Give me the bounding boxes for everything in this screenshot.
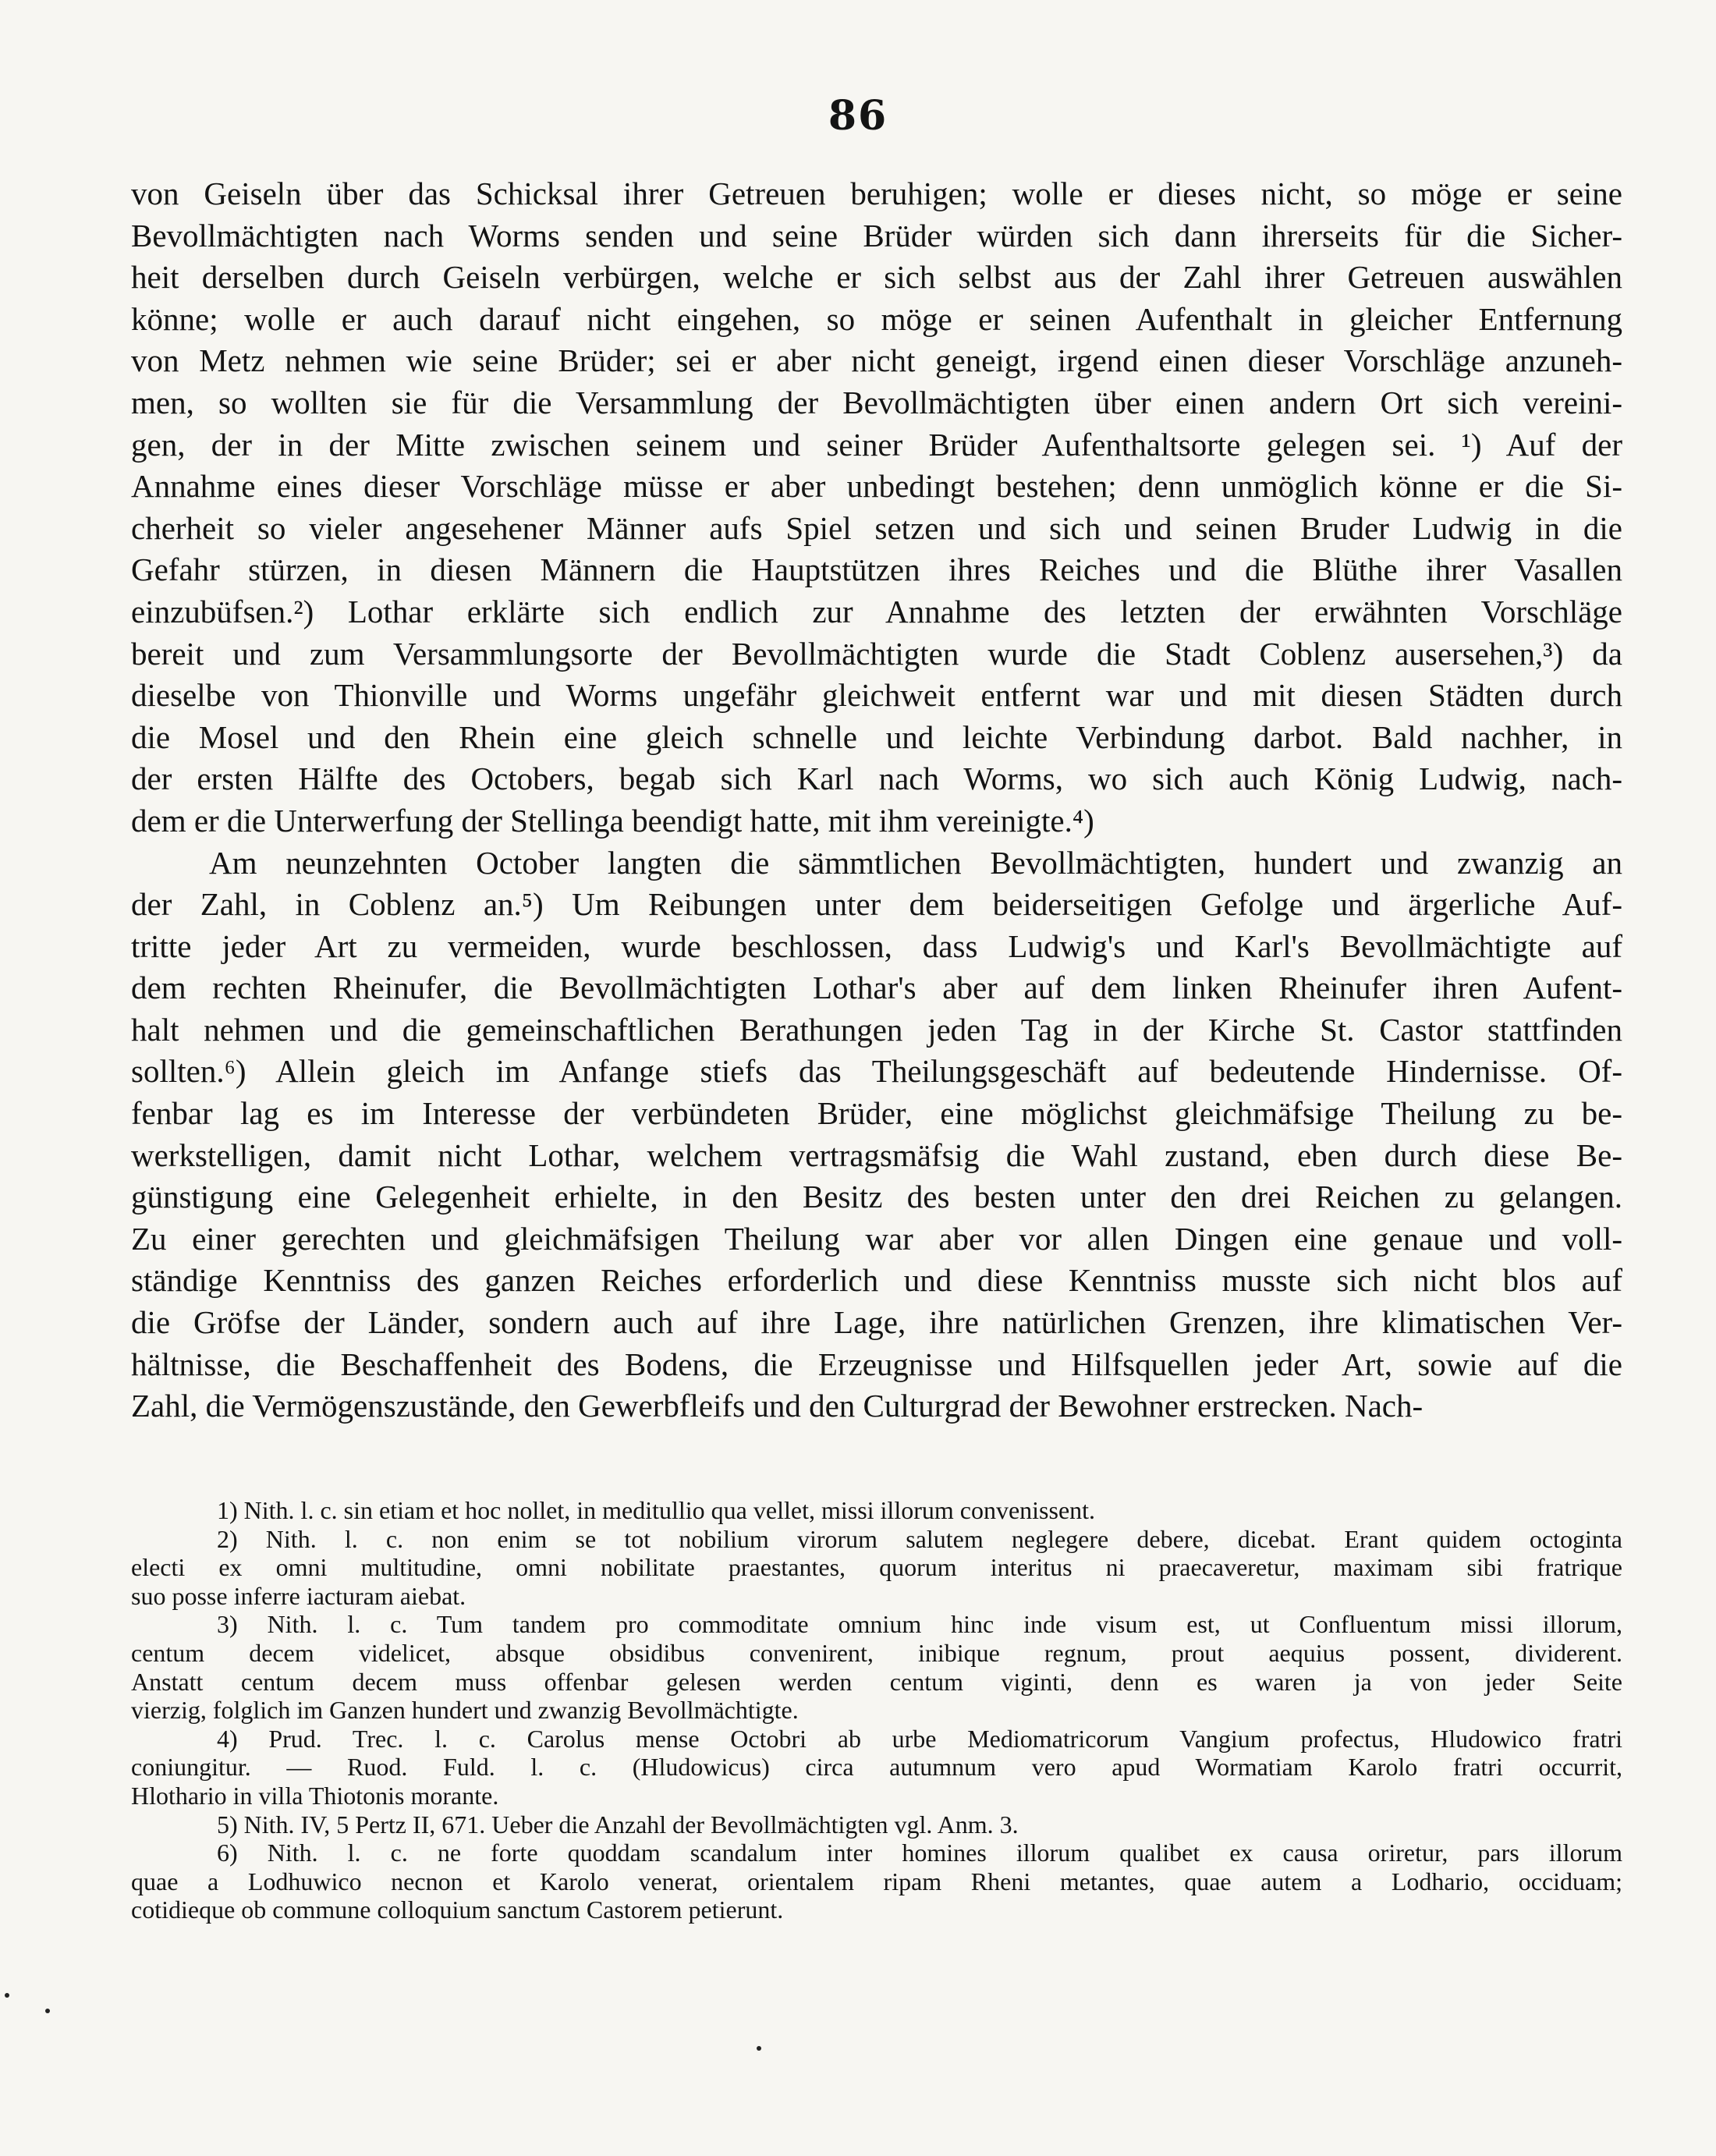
footnote-line: suo posse inferre iacturam aiebat. — [131, 1581, 466, 1610]
footnote-line: 5) Nith. IV, 5 Pertz II, 671. Ueber die Anzahl der Bevollmächtigten vgl. Anm. 3. — [217, 1810, 1019, 1839]
footnote-line: centum decem videlicet, absque obsidibus convenirent, inibique regnum, prout aequius possent, dividerent. — [131, 1638, 1622, 1667]
body-line: die Gröfse der Länder, sondern auch auf ihre Lage, ihre natürlichen Grenzen, ihre klimatischen Ver- — [131, 1304, 1622, 1341]
body-line: dieselbe von Thionville und Worms ungefähr gleichweit entfernt war und mit diesen Städten durch — [131, 677, 1622, 714]
footnote — [131, 1496, 1622, 1525]
footnote-line: quae a Lodhuwico necnon et Karolo venerat, orientalem ripam Rheni metantes, quae autem a Lodhario, occiduam; — [131, 1867, 1622, 1895]
body-line: ständige Kenntniss des ganzen Reiches erforderlich und diese Kenntniss musste sich nicht blos auf — [131, 1262, 1622, 1299]
footnote-line: 1) Nith. l. c. sin etiam et hoc nollet, in meditullio qua vellet, missi illorum convenissent. — [217, 1496, 1096, 1524]
body-line: heit derselben durch Geiseln verbürgen, welche er sich selbst aus der Zahl ihrer Getreuen auswählen — [131, 259, 1622, 296]
footnote-line: cotidieque ob commune colloquium sanctum Castorem petierunt. — [131, 1895, 784, 1924]
body-line: Gefahr stürzen, in diesen Männern die Hauptstützen ihres Reiches und die Blüthe ihrer Vasallen — [131, 551, 1622, 588]
body-line: dem rechten Rheinufer, die Bevollmächtigten Lothar's aber auf dem linken Rheinufer ihren Aufent- — [131, 970, 1622, 1006]
body-line: Bevollmächtigten nach Worms senden und seine Brüder würden sich dann ihrerseits für die Sicher- — [131, 217, 1622, 254]
footnote-line: 2) Nith. l. c. non enim se tot nobilium virorum salutem neglegere debere, dicebat. Erant quidem octoginta — [217, 1524, 1622, 1553]
body-line: könne; wolle er auch darauf nicht eingehen, so möge er seinen Aufenthalt in gleicher Entfernung — [131, 300, 1622, 337]
body-line: halt nehmen und die gemeinschaftlichen Berathungen jeden Tag in der Kirche St. Castor stattfinden — [131, 1011, 1622, 1048]
footnote — [131, 1610, 1622, 1724]
body-line: sollten.⁶) Allein gleich im Anfange stiefs das Theilungsgeschäft auf bedeutende Hindernisse. Of- — [131, 1053, 1622, 1090]
body-line: die Mosel und den Rhein eine gleich schnelle und leichte Verbindung darbot. Bald nachher, in — [131, 718, 1622, 755]
footnotes — [131, 1496, 1622, 1924]
footnote-line: Hlothario in villa Thiotonis morante. — [131, 1781, 499, 1810]
scan-speck — [757, 2046, 761, 2051]
footnote — [131, 1839, 1622, 1924]
footnote-line: electi ex omni multitudine, omni nobilitate praestantes, quorum interitus ni praecaveretur, maximam sibi fratrique — [131, 1553, 1622, 1582]
footnote-line: Anstatt centum decem muss offenbar gelesen werden centum viginti, denn es waren ja von jeder Seite — [131, 1667, 1622, 1696]
body-line: gen, der in der Mitte zwischen seinem und seiner Brüder Aufenthaltsorte gelegen sei. ¹) Auf der — [131, 426, 1622, 463]
body-line: tritte jeder Art zu vermeiden, wurde beschlossen, dass Ludwig's und Karl's Bevollmächtigte auf — [131, 927, 1622, 964]
body-line: von Geiseln über das Schicksal ihrer Getreuen beruhigen; wolle er dieses nicht, so möge er seine — [131, 176, 1622, 211]
body-line: Annahme eines dieser Vorschläge müsse er aber unbedingt bestehen; denn unmöglich könne er die Si- — [131, 468, 1622, 505]
footnote — [131, 1810, 1622, 1839]
body-line: fenbar lag es im Interesse der verbündeten Brüder, eine möglichst gleichmäfsige Theilung zu be- — [131, 1095, 1622, 1132]
footnote-line: 3) Nith. l. c. Tum tandem pro commoditate omnium hinc inde visum est, ut Confluentum missi illorum, — [217, 1610, 1622, 1639]
scan-speck — [5, 1993, 9, 1998]
body-line: Am neunzehnten October langten die sämmtlichen Bevollmächtigten, hundert und zwanzig an — [209, 844, 1622, 881]
footnote-line: 6) Nith. l. c. ne forte quoddam scandalum inter homines illorum qualibet ex causa oriretur, pars illorum — [217, 1839, 1622, 1867]
footnote-line: 4) Prud. Trec. l. c. Carolus mense Octobri ab urbe Mediomatricorum Vangium profectus, Hludowico fratri — [217, 1724, 1622, 1753]
footnote — [131, 1725, 1622, 1810]
body-line: der Zahl, in Coblenz an.⁵) Um Reibungen unter dem beiderseitigen Gefolge und ärgerliche Auf- — [131, 886, 1622, 923]
footnote-line: vierzig, folglich im Ganzen hundert und zwanzig Bevollmächtigte. — [131, 1696, 799, 1725]
body-line: men, so wollten sie für die Versammlung der Bevollmächtigten über einen andern Ort sich vereini- — [131, 384, 1622, 420]
body-line: günstigung eine Gelegenheit erhielte, in den Besitz des besten unter den drei Reichen zu gelangen. — [131, 1179, 1622, 1215]
page-number: 86 — [828, 92, 888, 140]
body-line: werkstelligen, damit nicht Lothar, welchem vertragsmäfsig die Wahl zustand, eben durch diese Be- — [131, 1137, 1622, 1173]
body-line: Zu einer gerechten und gleichmäfsigen Theilung war aber vor allen Dingen eine genaue und voll- — [131, 1220, 1622, 1257]
body-line: einzubüfsen.²) Lothar erklärte sich endlich zur Annahme des letzten der erwähnten Vorschläge — [131, 593, 1622, 629]
footnote — [131, 1525, 1622, 1611]
body-line: der ersten Hälfte des Octobers, begab sich Karl nach Worms, wo sich auch König Ludwig, nach- — [131, 761, 1622, 797]
body-line: dem er die Unterwerfung der Stellinga beendigt hatte, mit ihm vereinigte.⁴) — [131, 802, 1094, 839]
body-line: hältnisse, die Beschaffenheit des Bodens, die Erzeugnisse und Hilfsquellen jeder Art, sowie auf die — [131, 1346, 1622, 1382]
body-line: bereit und zum Versammlungsorte der Bevollmächtigten wurde die Stadt Coblenz ausersehen,³) da — [131, 635, 1622, 672]
body-line: cherheit so vieler angesehener Männer aufs Spiel setzen und sich und seinen Bruder Ludwig in die — [131, 509, 1622, 546]
scan-speck — [45, 2009, 50, 2013]
body-line: von Metz nehmen wie seine Brüder; sei er aber nicht geneigt, irgend einen dieser Vorschläge anzuneh- — [131, 342, 1622, 379]
body-line: Zahl, die Vermögenszustände, den Gewerbfleifs und den Culturgrad der Bewohner erstrecken. Nach- — [131, 1388, 1424, 1424]
footnote-line: coniungitur. — Ruod. Fuld. l. c. (Hludowicus) circa autumnum vero apud Wormatiam Karolo fratri occurrit, — [131, 1753, 1622, 1782]
body-text — [131, 173, 1622, 1427]
